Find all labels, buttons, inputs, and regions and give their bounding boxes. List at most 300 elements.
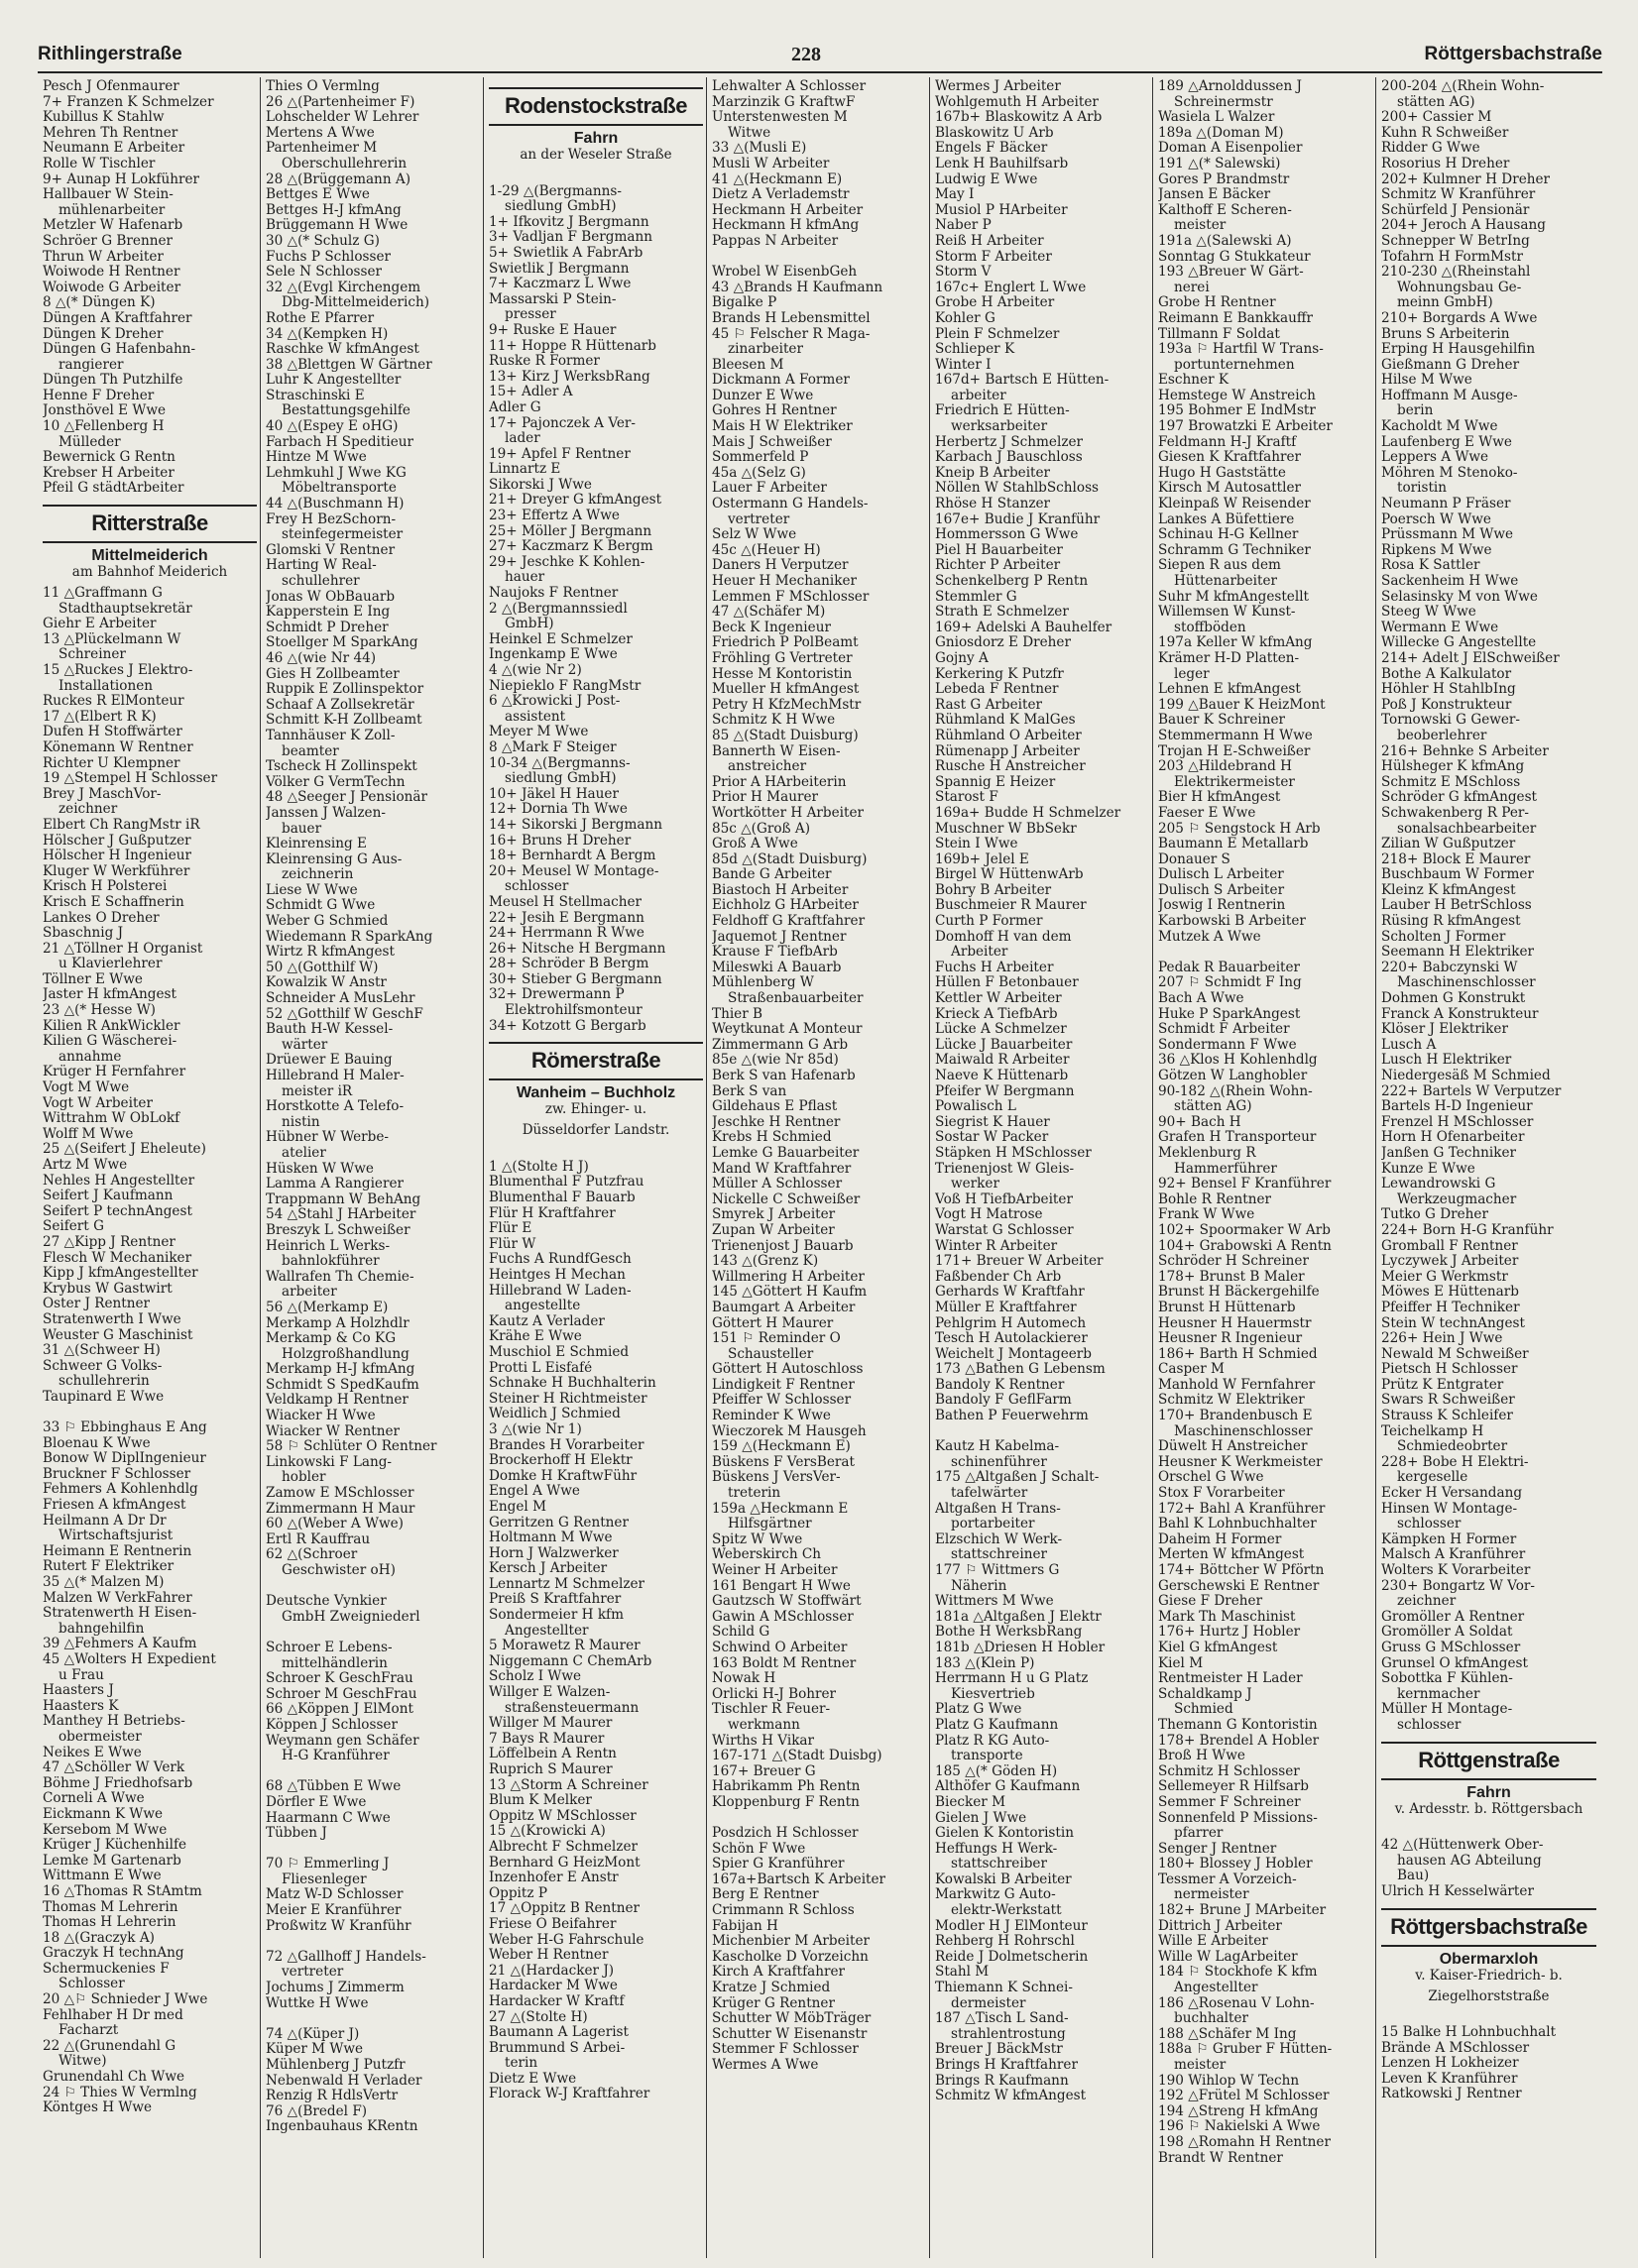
directory-entry: Kleinrensing E xyxy=(266,837,367,852)
directory-entry: Mileswki A Bauarb xyxy=(712,960,842,975)
directory-entry: Lehwalter A Schlosser xyxy=(712,79,867,94)
entry-continuation: vertreter xyxy=(282,1965,344,1981)
directory-entry: Corneli A Wwe xyxy=(43,1791,145,1807)
directory-entry: Dulisch S Arbeiter xyxy=(1158,882,1285,898)
entry-continuation: zeichner xyxy=(1397,1594,1457,1610)
directory-entry: Rosorius H Dreher xyxy=(1381,156,1510,171)
directory-entry: Herbertz J Schmelzer xyxy=(935,434,1084,450)
entry-continuation: presser xyxy=(505,307,556,323)
directory-entry: Joswig I Rentnerin xyxy=(1158,898,1286,914)
district-range: v. Ardesstr. b. Röttgersbach xyxy=(1394,1800,1583,1817)
directory-entry: Flür W xyxy=(489,1236,536,1252)
directory-entry: Jonas W ObBauarb xyxy=(266,589,396,605)
running-head-right: Röttgersbachstraße xyxy=(1424,44,1602,64)
directory-entry: Meier G Werkmstr xyxy=(1381,1269,1508,1285)
entry-continuation: H-G Kranführer xyxy=(282,1749,390,1764)
directory-entry: Schroer M GeschFrau xyxy=(266,1686,417,1702)
directory-entry: 33 △(Musli E) xyxy=(712,141,807,157)
directory-entry: Kapperstein E Ing xyxy=(266,605,391,621)
directory-entry: Baumann A Lagerist xyxy=(489,2025,629,2041)
directory-entry: Buschbaum W Former xyxy=(1381,867,1534,883)
entry-continuation: stätten AG) xyxy=(1174,1099,1252,1115)
directory-entry: Baumann E Metallarb xyxy=(1158,837,1309,852)
directory-entry: 40 △(Espey E oHG) xyxy=(266,419,399,435)
directory-entry: Düwelt H Anstreicher xyxy=(1158,1439,1308,1455)
directory-entry: Fehmers A Kohlenhdlg xyxy=(43,1482,198,1498)
directory-entry: Selz W Wwe xyxy=(712,527,797,543)
directory-entry: Berk S van xyxy=(712,1083,787,1099)
directory-entry: Trienenjost W Gleis- xyxy=(935,1161,1075,1177)
directory-entry: 12+ Dornia Th Wwe xyxy=(489,802,628,818)
entry-continuation: bahnlokführer xyxy=(282,1254,380,1270)
directory-entry: Themann G Kontoristin xyxy=(1158,1717,1318,1733)
directory-entry: Ostermann G Handels- xyxy=(712,497,869,512)
entry-continuation: Angestellter xyxy=(505,1623,589,1639)
directory-entry: Ingenkamp E Wwe xyxy=(489,647,618,663)
directory-entry: 180+ Blossey J Hobler xyxy=(1158,1857,1313,1872)
directory-entry: 169a+ Budde H Schmelzer xyxy=(935,805,1121,821)
directory-entry: Leven K Kranführer xyxy=(1381,2071,1518,2087)
directory-entry: Hintze M Wwe xyxy=(266,450,367,466)
street-heading: Rodenstockstraße xyxy=(489,87,703,126)
directory-entry: Pedak R Bauarbeiter xyxy=(1158,960,1301,975)
directory-entry xyxy=(266,1764,480,1780)
directory-entry: Giehr E Arbeiter xyxy=(43,617,157,632)
district-range: am Bahnhof Meiderich xyxy=(71,564,228,581)
directory-entry: Heinrich L Werks- xyxy=(266,1238,391,1254)
directory-entry: Köntges H Wwe xyxy=(43,2100,153,2116)
directory-entry: Krybus W Gastwirt xyxy=(43,1281,173,1297)
directory-entry: Gruss G MSchlosser xyxy=(1381,1640,1521,1655)
directory-entry: Vogt H Matrose xyxy=(935,1207,1043,1223)
directory-entry: Gerhards W Kraftfahr xyxy=(935,1285,1085,1301)
directory-entry: Könemann W Rentner xyxy=(43,739,193,755)
directory-entry: 210+ Borgards A Wwe xyxy=(1381,310,1538,326)
directory-entry: 15+ Adler A xyxy=(489,385,573,400)
entry-continuation: Schausteller xyxy=(728,1346,814,1362)
entry-continuation: beoberlehrer xyxy=(1397,728,1487,743)
directory-entry: Elzschich W Werk- xyxy=(935,1531,1063,1547)
directory-entry: 20+ Meusel W Montage- xyxy=(489,863,659,879)
directory-entry: Schmitz W Kranführer xyxy=(1381,187,1536,203)
column-3 xyxy=(484,77,707,2258)
directory-entry: Tannhäuser K Zoll- xyxy=(266,728,396,743)
directory-entry: Bruns S Arbeiterin xyxy=(1381,326,1510,342)
directory-entry: 11+ Hoppe R Hüttenarb xyxy=(489,338,657,354)
entry-continuation: wärter xyxy=(282,1037,328,1053)
directory-entry: Malzen W VerkFahrer xyxy=(43,1590,192,1606)
directory-entry: Pehlgrim H Automech xyxy=(935,1315,1087,1331)
street-heading: Röttgersbachstraße xyxy=(1381,1908,1596,1947)
directory-entry: Ingenbauhaus KRentn xyxy=(266,2119,418,2135)
directory-entry: Markwitz G Auto- xyxy=(935,1887,1056,1903)
directory-entry: Friedrich E Hütten- xyxy=(935,403,1070,419)
directory-entry: 183 △(Klein P) xyxy=(935,1655,1035,1671)
entry-continuation: Näherin xyxy=(951,1578,1007,1594)
directory-entry: 3 △(wie Nr 1) xyxy=(489,1421,582,1437)
directory-entry: Kerkering K Putzfr xyxy=(935,666,1064,682)
directory-entry: Lusch H Elektriker xyxy=(1381,1053,1512,1069)
entry-continuation: Arbeiter xyxy=(951,945,1008,961)
directory-entry: Müller E Kraftfahrer xyxy=(935,1300,1077,1315)
entry-continuation: straßensteuermann xyxy=(505,1700,640,1716)
directory-entry: Hemstege W Anstreich xyxy=(1158,388,1316,403)
directory-entry: Muschner W BbSekr xyxy=(935,821,1077,837)
directory-entry: Gies H Zollbeamter xyxy=(266,666,400,682)
directory-entry: Gerschewski E Rentner xyxy=(1158,1578,1320,1594)
directory-entry: 185 △(* Göden H) xyxy=(935,1763,1058,1779)
entry-continuation: Fliesenleger xyxy=(282,1871,367,1887)
directory-entry: Göttert H Maurer xyxy=(712,1315,834,1331)
directory-entry: Heinkel E Schmelzer xyxy=(489,631,633,647)
directory-entry: Brandes H Vorarbeiter xyxy=(489,1437,644,1453)
entry-continuation: Angestellter xyxy=(1174,1981,1258,1996)
directory-entry: Krisch E Schaffnerin xyxy=(43,894,184,910)
directory-entry: Huke P SparkAngest xyxy=(1158,1006,1301,1022)
directory-entry: Holtmann M Wwe xyxy=(489,1531,613,1546)
directory-entry: Brey J MaschVor- xyxy=(43,786,162,802)
entry-continuation: atelier xyxy=(282,1145,326,1161)
directory-entry: Breuer J BäckMstr xyxy=(935,2042,1063,2058)
directory-entry: Gawin A MSchlosser xyxy=(712,1609,854,1625)
directory-entry: May I xyxy=(935,187,975,203)
directory-entry: Broß H Wwe xyxy=(1158,1749,1245,1764)
directory-entry: 62 △(Schroer xyxy=(266,1547,358,1563)
entry-continuation: siedlung GmbH) xyxy=(505,771,617,787)
directory-entry: Kratze J Schmied xyxy=(712,1981,831,1996)
directory-entry: 21 △Töllner H Organist xyxy=(43,941,203,957)
directory-entry: Vogt M Wwe xyxy=(43,1080,130,1096)
directory-entry: 21 △(Hardacker J) xyxy=(489,1963,615,1979)
directory-entry: Voß H TiefbArbeiter xyxy=(935,1191,1073,1207)
directory-entry: Ripkens M Wwe xyxy=(1381,542,1492,558)
directory-entry: Kilien G Wäscherei- xyxy=(43,1034,177,1050)
directory-entry: Heilmann A Dr Dr xyxy=(43,1513,167,1529)
directory-entry: Friesen A kfmAngest xyxy=(43,1498,186,1514)
directory-entry: Fröhling G Vertreter xyxy=(712,650,853,666)
directory-entry: Schaaf A Zollsekretär xyxy=(266,697,414,713)
directory-entry: Matz W-D Schlosser xyxy=(266,1887,404,1903)
directory-entry: 24+ Herrmann R Wwe xyxy=(489,926,644,942)
directory-entry: Feldhoff G Kraftfahrer xyxy=(712,914,866,930)
directory-entry: Stahl M xyxy=(935,1965,990,1981)
directory-entry: Schenkelberg P Rentn xyxy=(935,574,1089,589)
directory-entry: Linkowski F Lang- xyxy=(266,1454,393,1470)
directory-entry: 85 △(Stadt Duisburg) xyxy=(712,728,859,743)
directory-entry: Bandoly F GeflFarm xyxy=(935,1393,1072,1409)
directory-entry: Lenzen H Lokheizer xyxy=(1381,2056,1519,2072)
directory-entry: 181b △Driesen H Hobler xyxy=(935,1640,1106,1655)
directory-entry: Mehren Th Rentner xyxy=(43,125,178,141)
directory-entry: 54 △Stahl J HArbeiter xyxy=(266,1207,416,1223)
directory-entry: Meusel H Stellmacher xyxy=(489,894,643,910)
directory-entry: Schramm G Techniker xyxy=(1158,542,1311,558)
directory-entry: Reminder K Wwe xyxy=(712,1409,831,1424)
directory-entry: Giesen K Kraftfahrer xyxy=(1158,450,1302,466)
directory-entry: Küper M Wwe xyxy=(266,2042,364,2058)
directory-entry: Mueller H kfmAngest xyxy=(712,682,860,698)
directory-entry: 90-182 △(Rhein Wohn- xyxy=(1158,1083,1313,1099)
directory-entry: Fuchs A RundfGesch xyxy=(489,1252,632,1268)
directory-entry: 30+ Stieber G Bergmann xyxy=(489,971,662,987)
directory-entry: Rhöse H Stanzer xyxy=(935,497,1051,512)
directory-entry: Bandoly K Rentner xyxy=(935,1377,1065,1393)
directory-entry: 207 ⚐ Schmidt F Ing xyxy=(1158,975,1302,991)
directory-entry: Sbaschnig J xyxy=(43,926,124,942)
directory-entry: 102+ Spoormaker W Arb xyxy=(1158,1222,1331,1238)
directory-entry: 27 △(Stolte H) xyxy=(489,2009,588,2025)
entry-continuation: stoffböden xyxy=(1174,620,1246,635)
entry-continuation: nistin xyxy=(282,1114,320,1130)
directory-entry xyxy=(266,1579,480,1595)
entry-continuation: obermeister xyxy=(58,1729,142,1745)
directory-entry: Herrmann H u G Platz xyxy=(935,1671,1089,1687)
directory-entry: Laufenberg E Wwe xyxy=(1381,434,1512,450)
directory-entry: 32+ Drewermann P xyxy=(489,987,625,1003)
directory-entry: 76 △(Bredel F) xyxy=(266,2103,368,2119)
directory-entry: 178+ Brendel A Hobler xyxy=(1158,1733,1320,1749)
directory-entry: Brings R Kaufmann xyxy=(935,2073,1069,2089)
directory-entry: 60 △(Weber A Wwe) xyxy=(266,1517,404,1532)
directory-entry: Willger E Walzen- xyxy=(489,1685,611,1701)
directory-entry: Marzinzik G KraftwF xyxy=(712,94,856,110)
entry-continuation: Stadthauptsekretär xyxy=(58,601,192,617)
directory-entry: Müller A Schlosser xyxy=(712,1177,843,1192)
directory-entry: Stein W technAngest xyxy=(1381,1315,1525,1331)
directory-entry: 42 △(Hüttenwerk Ober- xyxy=(1381,1838,1544,1854)
directory-entry: Krieck A TiefbArb xyxy=(935,1006,1058,1022)
directory-entry: Gromöller A Rentner xyxy=(1381,1609,1525,1625)
directory-entry: 188 △Schäfer M Ing xyxy=(1158,2026,1297,2042)
directory-entry: Proßwitz W Kranführ xyxy=(266,1918,411,1934)
directory-entry: Mertens A Wwe xyxy=(266,125,375,141)
directory-entry: 189 △Arnolddussen J xyxy=(1158,79,1303,94)
directory-entry: Kluger W Werkführer xyxy=(43,863,190,879)
directory-entry: 10-34 △(Bergmanns- xyxy=(489,755,631,771)
directory-entry: Orlicki H-J Bohrer xyxy=(712,1686,837,1702)
directory-entry: Bartels H-D Ingenieur xyxy=(1381,1099,1533,1115)
directory-entry: Wiedemann R SparkAng xyxy=(266,929,433,945)
directory-entry: Oppitz P xyxy=(489,1885,547,1901)
directory-entry: Bonow W DiplIngenieur xyxy=(43,1451,206,1467)
directory-entry: 197 Browatzki E Arbeiter xyxy=(1158,419,1333,435)
directory-entry: Flür E xyxy=(489,1221,532,1237)
directory-entry: Mutzek A Wwe xyxy=(1158,929,1261,945)
district-range: an der Weseler Straße xyxy=(520,147,672,163)
directory-entry: Hoffmann M Ausge- xyxy=(1381,388,1518,403)
directory-entry: Frank W Wwe xyxy=(1158,1207,1255,1223)
directory-entry: 189a △(Doman M) xyxy=(1158,125,1284,141)
directory-entry: Lauer F Arbeiter xyxy=(712,481,827,497)
directory-entry: 169+ Adelski A Bauhelfer xyxy=(935,620,1112,635)
directory-entry: Artz M Wwe xyxy=(43,1158,128,1173)
entry-continuation: Schmied xyxy=(1174,1702,1233,1718)
directory-entry: 192 △Frütel M Schlosser xyxy=(1158,2089,1330,2104)
directory-entry: Kuhn R Schweißer xyxy=(1381,125,1509,141)
directory-entry: Gielen K Kontoristin xyxy=(935,1826,1074,1842)
directory-entry: Albrecht F Schmelzer xyxy=(489,1839,638,1855)
entry-continuation: Witwe xyxy=(728,125,771,141)
directory-entry: Richter U Klempner xyxy=(43,755,180,771)
directory-entry: Pappas N Arbeiter xyxy=(712,233,839,249)
directory-entry: Seifert G xyxy=(43,1219,104,1235)
directory-entry: Seifert P technAngest xyxy=(43,1203,192,1219)
directory-entry: Schmidt S SpedKaufm xyxy=(266,1377,419,1393)
directory-entry: Prüssmann M Wwe xyxy=(1381,527,1514,543)
directory-entry: Merkamp & Co KG xyxy=(266,1331,397,1347)
directory-entry: Bauth H-W Kessel- xyxy=(266,1022,394,1038)
directory-entry: 36 △Klos H Kohlenhdlg xyxy=(1158,1053,1318,1069)
directory-entry: Willecke G Angestellte xyxy=(1381,635,1537,651)
directory-entry: Weber G Schmied xyxy=(266,914,389,930)
directory-entry: Harting W Real- xyxy=(266,558,377,574)
directory-entry: 6 △Krowicki J Post- xyxy=(489,694,621,710)
directory-entry: Erping H Hausgehilfin xyxy=(1381,342,1536,358)
directory-entry: Rentmeister H Lader xyxy=(1158,1671,1303,1687)
directory-entry: 191 △(* Salewski) xyxy=(1158,156,1281,171)
entry-continuation: portarbeiter xyxy=(951,1517,1035,1532)
directory-entry: Tornowski G Gewer- xyxy=(1381,713,1521,729)
entry-continuation: Möbeltransporte xyxy=(282,481,397,497)
directory-entry: 14+ Sikorski J Bergmann xyxy=(489,817,662,833)
directory-entry: Bettges H-J kfmAng xyxy=(266,202,402,218)
directory-entry: Pfeiffer H Techniker xyxy=(1381,1300,1520,1315)
directory-entry: Haasters J xyxy=(43,1683,114,1699)
directory-entry: Stein I Wwe xyxy=(935,837,1018,852)
directory-entry: Tofahrn H FormMstr xyxy=(1381,249,1523,265)
directory-entry: Brings H Kraftfahrer xyxy=(935,2058,1078,2073)
directory-entry: Ruppik E Zollinspektor xyxy=(266,682,424,698)
directory-entry: 25 △(Seifert J Eheleute) xyxy=(43,1142,206,1158)
directory-entry: Richter P Arbeiter xyxy=(935,558,1061,574)
entry-continuation: werksarbeiter xyxy=(951,419,1048,435)
directory-entry: Taupinard E Wwe xyxy=(43,1389,165,1405)
directory-entry: Buschmeier R Maurer xyxy=(935,898,1087,914)
directory-entry: Kiel M xyxy=(1158,1655,1204,1671)
directory-entry: Lehnen E kfmAngest xyxy=(1158,682,1301,698)
directory-entry: Thrun W Arbeiter xyxy=(43,249,164,265)
directory-entry: Teichelkamp H xyxy=(1381,1423,1484,1439)
directory-entry: 22 △(Grunendahl G xyxy=(43,2038,176,2054)
directory-entry: Düngen Th Putzhilfe xyxy=(43,373,183,389)
directory-entry: 9+ Ruske E Hauer xyxy=(489,322,617,338)
running-head-left: Rithlingerstraße xyxy=(38,44,182,64)
directory-entry: 15 Balke H Lohnbuchhalt xyxy=(1381,2025,1557,2041)
directory-entry: Niepieklo F RangMstr xyxy=(489,678,642,694)
directory-entry: Klöser J Elektriker xyxy=(1381,1022,1508,1038)
entry-continuation: transporte xyxy=(951,1749,1023,1764)
directory-entry: Kubillus K Stahlw xyxy=(43,110,165,126)
entry-continuation: Bestattungsgehilfe xyxy=(282,403,410,419)
column-2 xyxy=(261,77,484,2258)
directory-entry: Merten W kfmAngest xyxy=(1158,1547,1305,1563)
directory-entry: Tillmann F Soldat xyxy=(1158,326,1280,342)
directory-entry: Bahl K Lohnbuchhalter xyxy=(1158,1517,1317,1532)
entry-continuation: angestellte xyxy=(505,1299,581,1314)
directory-entry: Tischler R Feuer- xyxy=(712,1702,831,1718)
directory-entry: Bloenau K Wwe xyxy=(43,1435,151,1451)
directory-entry: Renzig R HdlsVertr xyxy=(266,2089,399,2104)
entry-continuation: elektr-Werkstatt xyxy=(951,1903,1062,1919)
directory-entry: 10+ Jäkel H Hauer xyxy=(489,786,619,802)
directory-entry: Nowak H xyxy=(712,1671,776,1687)
directory-entry: 193a ⚐ Hartfil W Trans- xyxy=(1158,342,1324,358)
entry-continuation: Witwe) xyxy=(58,2054,107,2070)
entry-continuation: Dbg-Mittelmeiderich) xyxy=(282,295,430,311)
directory-entry: Lohschelder W Lehrer xyxy=(266,110,419,126)
directory-entry: Modler H J ElMonteur xyxy=(935,1918,1088,1934)
directory-entry: Crimmann R Schloss xyxy=(712,1903,855,1919)
directory-entry: Kettler W Arbeiter xyxy=(935,991,1062,1007)
entry-continuation: dermeister xyxy=(951,1995,1026,2011)
directory-entry: Beck K Ingenieur xyxy=(712,620,831,635)
directory-entry: Protti L Eisfafé xyxy=(489,1360,593,1376)
directory-entry: Schmitz H Schlosser xyxy=(1158,1763,1300,1779)
directory-entry xyxy=(266,1934,480,1950)
directory-entry: Ruske R Former xyxy=(489,354,600,370)
directory-entry: Krüger G Rentner xyxy=(712,1995,835,2011)
entry-continuation: Oberschullehrerin xyxy=(282,156,408,171)
directory-entry: Heusner H Hauermstr xyxy=(1158,1315,1312,1331)
directory-entry: Engels F Bäcker xyxy=(935,141,1048,157)
district-range: Ziegelhorststraße xyxy=(1428,1987,1550,2004)
entry-continuation: lader xyxy=(505,431,540,447)
directory-entry: Düngen A Kraftfahrer xyxy=(43,310,192,326)
directory-entry: Brunst H Hüttenarb xyxy=(1158,1300,1296,1315)
directory-entry: Rühmland K MalGes xyxy=(935,713,1076,729)
directory-entry: 167b+ Blaskowitz A Arb xyxy=(935,110,1103,126)
entry-continuation: zeichner xyxy=(58,802,118,818)
directory-entry: Merkamp H-J kfmAng xyxy=(266,1362,415,1378)
directory-entry: Wiacker H Wwe xyxy=(266,1409,376,1424)
entry-continuation: Hüttenarbeiter xyxy=(1174,574,1278,589)
directory-entry: Metzler W Hafenarb xyxy=(43,218,183,234)
directory-entry: Gildehaus E Pflast xyxy=(712,1099,838,1115)
entry-continuation: bauer xyxy=(282,821,322,837)
directory-columns xyxy=(38,77,1602,2258)
directory-entry: 38 △Blettgen W Gärtner xyxy=(266,357,432,373)
directory-entry: Schaldkamp J xyxy=(1158,1686,1252,1702)
directory-entry: Blum K Melker xyxy=(489,1793,592,1809)
directory-entry: 27+ Kaczmarz K Bergm xyxy=(489,539,653,555)
directory-entry: Manhold W Fernfahrer xyxy=(1158,1377,1316,1393)
directory-entry: 32 △(Evgl Kirchengem xyxy=(266,280,421,295)
directory-entry: Bohle R Rentner xyxy=(1158,1191,1271,1207)
directory-entry: Schutter W Eisenanstr xyxy=(712,2026,868,2042)
directory-entry: Bernhard G HeizMont xyxy=(489,1855,641,1871)
directory-entry: Prior H Maurer xyxy=(712,790,818,806)
directory-entry: 173 △Bathen G Lebensm xyxy=(935,1362,1106,1378)
directory-entry: Haarmann C Wwe xyxy=(266,1810,391,1826)
entry-continuation: meinn GmbH) xyxy=(1397,295,1493,311)
directory-entry: Büskens F VersBerat xyxy=(712,1454,855,1470)
entry-continuation: Straßenbauarbeiter xyxy=(728,991,864,1007)
directory-entry: Sostar W Packer xyxy=(935,1130,1049,1146)
directory-entry: Kautz A Verlader xyxy=(489,1313,605,1329)
district-range: zw. Ehinger- u. xyxy=(544,1101,647,1118)
directory-entry: Höhler H StahlbIng xyxy=(1381,682,1516,698)
directory-entry xyxy=(266,1842,480,1858)
directory-entry: Krisch H Polsterei xyxy=(43,879,168,895)
directory-entry: Schweer G Volks- xyxy=(43,1358,163,1374)
directory-entry: Thier B xyxy=(712,1006,763,1022)
directory-entry: Stox F Vorarbeiter xyxy=(1158,1486,1285,1502)
directory-entry: Janßen G Techniker xyxy=(1381,1145,1516,1161)
directory-entry: Leppers A Wwe xyxy=(1381,450,1489,466)
entry-continuation: mittelhändlerin xyxy=(282,1655,388,1671)
directory-entry: 7+ Kaczmarz L Wwe xyxy=(489,277,632,292)
directory-entry: Wermann E Wwe xyxy=(1381,620,1499,635)
